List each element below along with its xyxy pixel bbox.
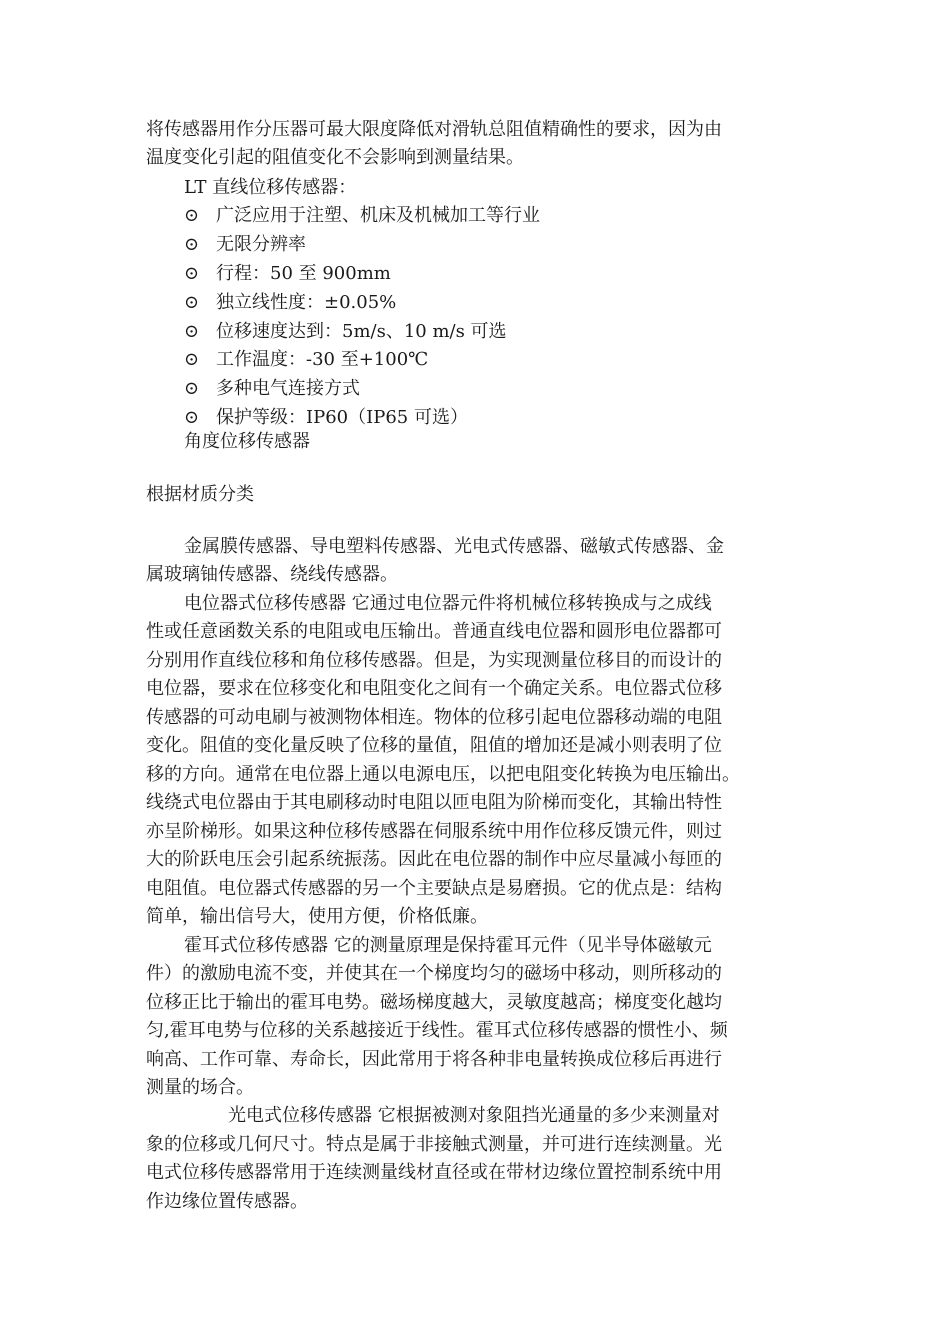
list-item xyxy=(184,348,428,372)
list-item xyxy=(184,262,391,286)
paragraph-line: 分别用作直线位移和角位移传感器。但是，为实现测量位移目的而设计的 xyxy=(146,650,722,671)
feature-text: 无限分辨率 xyxy=(216,234,306,255)
paragraph-line: 电阻值。电位器式传感器的另一个主要缺点是易磨损。它的优点是：结构 xyxy=(146,878,722,899)
paragraph-line: 光电式位移传感器 它根据被测对象阻挡光通量的多少来测量对 xyxy=(228,1105,720,1126)
list-item xyxy=(184,377,360,401)
intro-line-2: 温度变化引起的阻值变化不会影响到测量结果。 xyxy=(146,147,524,168)
paragraph-line: 作边缘位置传感器。 xyxy=(146,1191,308,1212)
intro-line-1: 将传感器用作分压器可最大限度降低对滑轨总阻值精确性的要求，因为由 xyxy=(146,119,722,140)
paragraph-line: 电位器式位移传感器 它通过电位器元件将机械位移转换成与之成线 xyxy=(184,593,712,614)
angle-sensor-heading: 角度位移传感器 xyxy=(184,431,310,452)
list-item xyxy=(184,291,396,315)
paragraph-line: 简单，输出信号大，使用方便，价格低廉。 xyxy=(146,906,488,927)
paragraph-line: 大的阶跃电压会引起系统振荡。因此在电位器的制作中应尽量减小每匝的 xyxy=(146,849,722,870)
paragraph-line: 电位器，要求在位移变化和电阻变化之间有一个确定关系。电位器式位移 xyxy=(146,678,722,699)
paragraph-line: 变化。阻值的变化量反映了位移的量值，阻值的增加还是减小则表明了位 xyxy=(146,735,722,756)
paragraph-line: 线绕式电位器由于其电刷移动时电阻以匝电阻为阶梯而变化，其输出特性 xyxy=(146,792,722,813)
materials-line-2: 属玻璃铀传感器、绕线传感器。 xyxy=(146,564,398,585)
list-item xyxy=(184,406,468,430)
list-item xyxy=(184,233,306,257)
paragraph-line: 位移正比于输出的霍耳电势。磁场梯度越大，灵敏度越高；梯度变化越均 xyxy=(146,992,722,1013)
bullet-icon: ⊙ xyxy=(184,407,200,428)
paragraph-line: 性或任意函数关系的电阻或电压输出。普通直线电位器和圆形电位器都可 xyxy=(146,621,722,642)
bullet-icon: ⊙ xyxy=(184,205,200,226)
feature-text: 广泛应用于注塑、机床及机械加工等行业 xyxy=(216,205,540,226)
list-item xyxy=(184,204,540,228)
bullet-icon: ⊙ xyxy=(184,321,200,342)
feature-text: 保护等级：IP60（IP65 可选） xyxy=(216,407,468,428)
bullet-icon: ⊙ xyxy=(184,349,200,370)
feature-text: 多种电气连接方式 xyxy=(216,378,360,399)
lt-sensor-heading: LT 直线位移传感器： xyxy=(184,177,357,198)
feature-text: 位移速度达到：5m/s、10 m/s 可选 xyxy=(216,321,507,342)
paragraph-line: 霍耳式位移传感器 它的测量原理是保持霍耳元件（见半导体磁敏元 xyxy=(184,935,712,956)
paragraph-line: 响高、工作可靠、寿命长，因此常用于将各种非电量转换成位移后再进行 xyxy=(146,1049,722,1070)
paragraph-line: 传感器的可动电刷与被测物体相连。物体的位移引起电位器移动端的电阻 xyxy=(146,707,722,728)
bullet-icon: ⊙ xyxy=(184,234,200,255)
paragraph-line: 电式位移传感器常用于连续测量线材直径或在带材边缘位置控制系统中用 xyxy=(146,1162,722,1183)
paragraph-line: 移的方向。通常在电位器上通以电源电压，以把电阻变化转换为电压输出。 xyxy=(146,764,740,785)
list-item xyxy=(184,320,507,344)
feature-text: 行程：50 至 900mm xyxy=(216,263,391,284)
bullet-icon: ⊙ xyxy=(184,292,200,313)
feature-text: 工作温度：-30 至+100℃ xyxy=(216,349,429,370)
paragraph-line: 测量的场合。 xyxy=(146,1077,254,1098)
paragraph-line: 匀,霍耳电势与位移的关系越接近于线性。霍耳式位移传感器的惯性小、频 xyxy=(146,1020,728,1041)
materials-line-1: 金属膜传感器、导电塑料传感器、光电式传感器、磁敏式传感器、金 xyxy=(184,536,724,557)
bullet-icon: ⊙ xyxy=(184,263,200,284)
bullet-icon: ⊙ xyxy=(184,378,200,399)
material-heading: 根据材质分类 xyxy=(146,484,254,505)
paragraph-line: 亦呈阶梯形。如果这种位移传感器在伺服系统中用作位移反馈元件，则过 xyxy=(146,821,722,842)
feature-text: 独立线性度：±0.05% xyxy=(216,292,397,313)
paragraph-line: 象的位移或几何尺寸。特点是属于非接触式测量，并可进行连续测量。光 xyxy=(146,1134,722,1155)
paragraph-line: 件）的激励电流不变，并使其在一个梯度均匀的磁场中移动，则所移动的 xyxy=(146,963,722,984)
